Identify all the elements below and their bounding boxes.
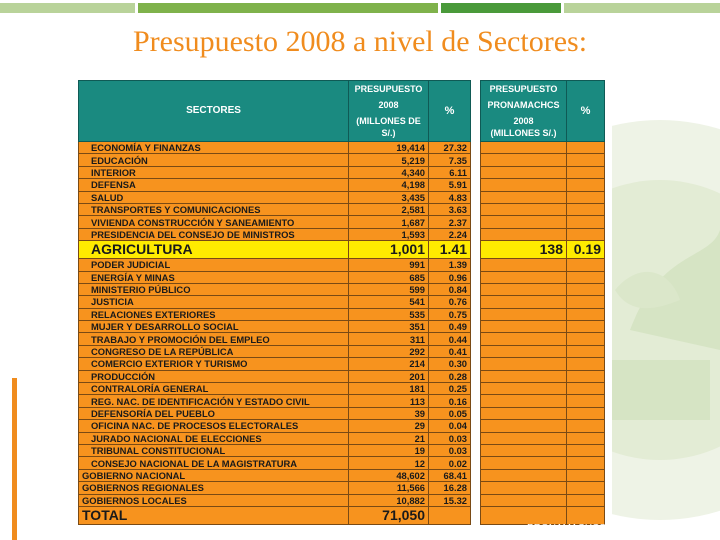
sectors-table-body bbox=[79, 142, 471, 525]
sector-name: TRANSPORTES Y COMUNICACIONES bbox=[79, 203, 349, 215]
budget-value: 1,593 bbox=[349, 228, 429, 240]
table-row bbox=[79, 370, 471, 382]
table-row bbox=[79, 358, 471, 370]
percent-value: 0.25 bbox=[429, 383, 471, 395]
pron-row bbox=[481, 506, 605, 524]
percent-value: 4.83 bbox=[429, 191, 471, 203]
pron-percent bbox=[567, 494, 605, 506]
pron-value bbox=[481, 321, 567, 333]
pron-percent bbox=[567, 383, 605, 395]
table-row-total bbox=[79, 506, 471, 524]
table-row bbox=[79, 457, 471, 469]
percent-value: 3.63 bbox=[429, 203, 471, 215]
sector-name: MUJER Y DESARROLLO SOCIAL bbox=[79, 321, 349, 333]
pron-row bbox=[481, 271, 605, 283]
pron-value bbox=[481, 259, 567, 271]
pron-row bbox=[481, 142, 605, 154]
pron-value: 138 bbox=[481, 241, 567, 259]
percent-value: 0.75 bbox=[429, 308, 471, 320]
budget-value: 535 bbox=[349, 308, 429, 320]
budget-value: 3,435 bbox=[349, 191, 429, 203]
left-accent-bar bbox=[12, 378, 17, 540]
pron-percent bbox=[567, 216, 605, 228]
percent-value: 2.37 bbox=[429, 216, 471, 228]
pron-percent bbox=[567, 358, 605, 370]
pron-row bbox=[481, 444, 605, 456]
pron-row bbox=[481, 345, 605, 357]
budget-value: 311 bbox=[349, 333, 429, 345]
pron-value bbox=[481, 166, 567, 178]
percent-value: 68.41 bbox=[429, 469, 471, 481]
table-row bbox=[79, 216, 471, 228]
percent-value: 0.76 bbox=[429, 296, 471, 308]
pron-percent-header: % bbox=[567, 81, 605, 142]
budget-value: 29 bbox=[349, 420, 429, 432]
pron-percent bbox=[567, 308, 605, 320]
pron-value bbox=[481, 395, 567, 407]
percent-value: 0.96 bbox=[429, 271, 471, 283]
pron-row bbox=[481, 166, 605, 178]
pron-percent bbox=[567, 321, 605, 333]
pron-row bbox=[481, 216, 605, 228]
pron-percent bbox=[567, 191, 605, 203]
pron-row bbox=[481, 494, 605, 506]
budget-value: 4,340 bbox=[349, 166, 429, 178]
pron-percent bbox=[567, 271, 605, 283]
pron-row bbox=[481, 358, 605, 370]
pron-value bbox=[481, 308, 567, 320]
pron-header-line-4: (MILLONES S/.) bbox=[490, 128, 557, 138]
pron-header-line-1: PRESUPUESTO bbox=[489, 84, 558, 94]
pronamachcs-budget-table bbox=[480, 80, 605, 525]
table-row bbox=[79, 166, 471, 178]
table-row bbox=[79, 259, 471, 271]
pron-value bbox=[481, 154, 567, 166]
pron-percent bbox=[567, 154, 605, 166]
sector-name: PRODUCCIÓN bbox=[79, 370, 349, 382]
table-row bbox=[79, 333, 471, 345]
footer-credit: PRONAMACHCS - G. PLAN 29.04.08 bbox=[527, 523, 696, 534]
sector-name: VIVIENDA CONSTRUCCIÓN Y SANEAMIENTO bbox=[79, 216, 349, 228]
budget-value: 685 bbox=[349, 271, 429, 283]
budget-value: 113 bbox=[349, 395, 429, 407]
pron-row bbox=[481, 203, 605, 215]
pron-percent bbox=[567, 395, 605, 407]
table-header-row bbox=[79, 81, 471, 142]
table-row-highlighted bbox=[79, 241, 471, 259]
budget-value: 541 bbox=[349, 296, 429, 308]
pron-percent bbox=[567, 333, 605, 345]
pron-value bbox=[481, 407, 567, 419]
sector-name: SALUD bbox=[79, 191, 349, 203]
pron-value bbox=[481, 333, 567, 345]
pron-row bbox=[481, 228, 605, 240]
sector-name: PRESIDENCIA DEL CONSEJO DE MINISTROS bbox=[79, 228, 349, 240]
table-row bbox=[79, 154, 471, 166]
budget-value: 214 bbox=[349, 358, 429, 370]
percent-value: 5.91 bbox=[429, 179, 471, 191]
pron-row bbox=[481, 457, 605, 469]
pron-row bbox=[481, 370, 605, 382]
pronamachcs-header bbox=[481, 81, 567, 142]
sector-name: GOBIERNO NACIONAL bbox=[79, 469, 349, 481]
pron-value bbox=[481, 142, 567, 154]
budget-value: 351 bbox=[349, 321, 429, 333]
sector-name: GOBIERNOS REGIONALES bbox=[79, 482, 349, 494]
pron-value bbox=[481, 271, 567, 283]
percent-value: 16.28 bbox=[429, 482, 471, 494]
table-row bbox=[79, 469, 471, 481]
pron-percent bbox=[567, 482, 605, 494]
table-row bbox=[79, 345, 471, 357]
pron-row bbox=[481, 432, 605, 444]
sector-name: AGRICULTURA bbox=[79, 241, 349, 259]
table-row bbox=[79, 142, 471, 154]
percent-value: 0.30 bbox=[429, 358, 471, 370]
pron-value bbox=[481, 203, 567, 215]
pron-percent bbox=[567, 259, 605, 271]
pron-value bbox=[481, 370, 567, 382]
pron-row bbox=[481, 259, 605, 271]
pron-percent bbox=[567, 179, 605, 191]
pron-percent bbox=[567, 444, 605, 456]
pron-row bbox=[481, 179, 605, 191]
budget-value: 991 bbox=[349, 259, 429, 271]
sector-name: TOTAL bbox=[79, 506, 349, 524]
percent-value: 0.28 bbox=[429, 370, 471, 382]
sector-name: DEFENSORÍA DEL PUEBLO bbox=[79, 407, 349, 419]
percent-value: 0.49 bbox=[429, 321, 471, 333]
top-decor-bars bbox=[0, 0, 720, 16]
pron-row-highlighted bbox=[481, 241, 605, 259]
budget-value: 1,687 bbox=[349, 216, 429, 228]
budget-header-line-3: (MILLONES DE bbox=[356, 116, 421, 126]
pron-percent bbox=[567, 166, 605, 178]
budget-header-line-1: PRESUPUESTO bbox=[354, 84, 423, 94]
budget-value: 71,050 bbox=[349, 506, 429, 524]
percent-value: 1.41 bbox=[429, 241, 471, 259]
sector-name: DEFENSA bbox=[79, 179, 349, 191]
pron-row bbox=[481, 395, 605, 407]
budget-value: 1,001 bbox=[349, 241, 429, 259]
sector-name: CONSEJO NACIONAL DE LA MAGISTRATURA bbox=[79, 457, 349, 469]
table-row bbox=[79, 383, 471, 395]
pronamachcs-table-body bbox=[481, 142, 605, 525]
pron-row bbox=[481, 308, 605, 320]
budget-value: 39 bbox=[349, 407, 429, 419]
percent-value: 27.32 bbox=[429, 142, 471, 154]
budget-value: 12 bbox=[349, 457, 429, 469]
budget-value: 19,414 bbox=[349, 142, 429, 154]
pron-row bbox=[481, 333, 605, 345]
pron-percent bbox=[567, 203, 605, 215]
pron-row bbox=[481, 296, 605, 308]
budget-value: 2,581 bbox=[349, 203, 429, 215]
table-row bbox=[79, 494, 471, 506]
sector-name: COMERCIO EXTERIOR Y TURISMO bbox=[79, 358, 349, 370]
percent-value: 0.05 bbox=[429, 407, 471, 419]
percent-value: 0.84 bbox=[429, 283, 471, 295]
sector-name: EDUCACIÓN bbox=[79, 154, 349, 166]
pron-percent bbox=[567, 345, 605, 357]
pron-value bbox=[481, 457, 567, 469]
sector-name: OFICINA NAC. DE PROCESOS ELECTORALES bbox=[79, 420, 349, 432]
pron-value bbox=[481, 179, 567, 191]
budget-value: 292 bbox=[349, 345, 429, 357]
pron-percent bbox=[567, 142, 605, 154]
pron-percent bbox=[567, 469, 605, 481]
table-row bbox=[79, 432, 471, 444]
sector-name: MINISTERIO PÚBLICO bbox=[79, 283, 349, 295]
pron-value bbox=[481, 432, 567, 444]
percent-value: 0.04 bbox=[429, 420, 471, 432]
percent-value: 0.02 bbox=[429, 457, 471, 469]
table-row bbox=[79, 482, 471, 494]
pron-percent bbox=[567, 407, 605, 419]
table-row bbox=[79, 420, 471, 432]
percent-value: 0.03 bbox=[429, 432, 471, 444]
pron-value bbox=[481, 494, 567, 506]
budget-value: 5,219 bbox=[349, 154, 429, 166]
sector-name: PODER JUDICIAL bbox=[79, 259, 349, 271]
sectors-header: SECTORES bbox=[79, 81, 349, 142]
table-row bbox=[79, 271, 471, 283]
pron-row bbox=[481, 469, 605, 481]
table-row bbox=[79, 444, 471, 456]
pron-percent bbox=[567, 432, 605, 444]
pron-value bbox=[481, 296, 567, 308]
percent-value: 0.44 bbox=[429, 333, 471, 345]
table-row bbox=[79, 179, 471, 191]
pron-value bbox=[481, 216, 567, 228]
table-row bbox=[79, 228, 471, 240]
percent-value: 7.35 bbox=[429, 154, 471, 166]
sector-name: REG. NAC. DE IDENTIFICACIÓN Y ESTADO CIVIL bbox=[79, 395, 349, 407]
budget-header-line-4: S/.) bbox=[381, 128, 396, 138]
pron-percent bbox=[567, 370, 605, 382]
percent-value: 2.24 bbox=[429, 228, 471, 240]
percent-value: 0.03 bbox=[429, 444, 471, 456]
pron-value bbox=[481, 444, 567, 456]
budget-header bbox=[349, 81, 429, 142]
pron-row bbox=[481, 383, 605, 395]
pron-value bbox=[481, 420, 567, 432]
pron-row bbox=[481, 420, 605, 432]
budget-value: 4,198 bbox=[349, 179, 429, 191]
percent-value: 1.39 bbox=[429, 259, 471, 271]
budget-header-line-2: 2008 bbox=[378, 100, 399, 110]
table-row bbox=[79, 283, 471, 295]
budget-value: 21 bbox=[349, 432, 429, 444]
percent-header: % bbox=[429, 81, 471, 142]
pron-row bbox=[481, 191, 605, 203]
sector-name: INTERIOR bbox=[79, 166, 349, 178]
pron-percent bbox=[567, 420, 605, 432]
sector-name: TRABAJO Y PROMOCIÓN DEL EMPLEO bbox=[79, 333, 349, 345]
percent-value: 0.41 bbox=[429, 345, 471, 357]
budget-value: 19 bbox=[349, 444, 429, 456]
pron-percent bbox=[567, 283, 605, 295]
sector-name: GOBIERNOS LOCALES bbox=[79, 494, 349, 506]
pron-percent bbox=[567, 457, 605, 469]
sector-name: CONGRESO DE LA REPÚBLICA bbox=[79, 345, 349, 357]
pron-value bbox=[481, 469, 567, 481]
page-title: Presupuesto 2008 a nivel de Sectores: bbox=[132, 25, 588, 58]
pron-value bbox=[481, 228, 567, 240]
pron-value bbox=[481, 482, 567, 494]
pron-value bbox=[481, 358, 567, 370]
budget-value: 10,882 bbox=[349, 494, 429, 506]
pron-row bbox=[481, 283, 605, 295]
pron-header-line-2: PRONAMACHCS bbox=[487, 100, 560, 110]
table-row bbox=[79, 308, 471, 320]
sector-name: ECONOMÍA Y FINANZAS bbox=[79, 142, 349, 154]
table2-header-row bbox=[481, 81, 605, 142]
table-row bbox=[79, 321, 471, 333]
percent-value: 0.16 bbox=[429, 395, 471, 407]
sectors-budget-table bbox=[78, 80, 471, 525]
budget-value: 181 bbox=[349, 383, 429, 395]
sector-name: JUSTICIA bbox=[79, 296, 349, 308]
pron-row bbox=[481, 321, 605, 333]
table-row bbox=[79, 203, 471, 215]
budget-value: 201 bbox=[349, 370, 429, 382]
pron-percent bbox=[567, 296, 605, 308]
sector-name: JURADO NACIONAL DE ELECCIONES bbox=[79, 432, 349, 444]
pron-value bbox=[481, 191, 567, 203]
pron-percent: 0.19 bbox=[567, 241, 605, 259]
table-row bbox=[79, 407, 471, 419]
budget-value: 11,566 bbox=[349, 482, 429, 494]
pron-percent bbox=[567, 506, 605, 524]
budget-value: 599 bbox=[349, 283, 429, 295]
percent-value: 6.11 bbox=[429, 166, 471, 178]
pron-row bbox=[481, 407, 605, 419]
budget-value: 48,602 bbox=[349, 469, 429, 481]
pron-value bbox=[481, 345, 567, 357]
pron-value bbox=[481, 506, 567, 524]
sector-name: TRIBUNAL CONSTITUCIONAL bbox=[79, 444, 349, 456]
pron-percent bbox=[567, 228, 605, 240]
sector-name: RELACIONES EXTERIORES bbox=[79, 308, 349, 320]
percent-value bbox=[429, 506, 471, 524]
pron-row bbox=[481, 154, 605, 166]
table-row bbox=[79, 395, 471, 407]
pron-value bbox=[481, 383, 567, 395]
table-row bbox=[79, 296, 471, 308]
sector-name: CONTRALORÍA GENERAL bbox=[79, 383, 349, 395]
pron-value bbox=[481, 283, 567, 295]
pron-row bbox=[481, 482, 605, 494]
percent-value: 15.32 bbox=[429, 494, 471, 506]
table-row bbox=[79, 191, 471, 203]
pron-header-line-3: 2008 bbox=[513, 116, 534, 126]
sector-name: ENERGÍA Y MINAS bbox=[79, 271, 349, 283]
